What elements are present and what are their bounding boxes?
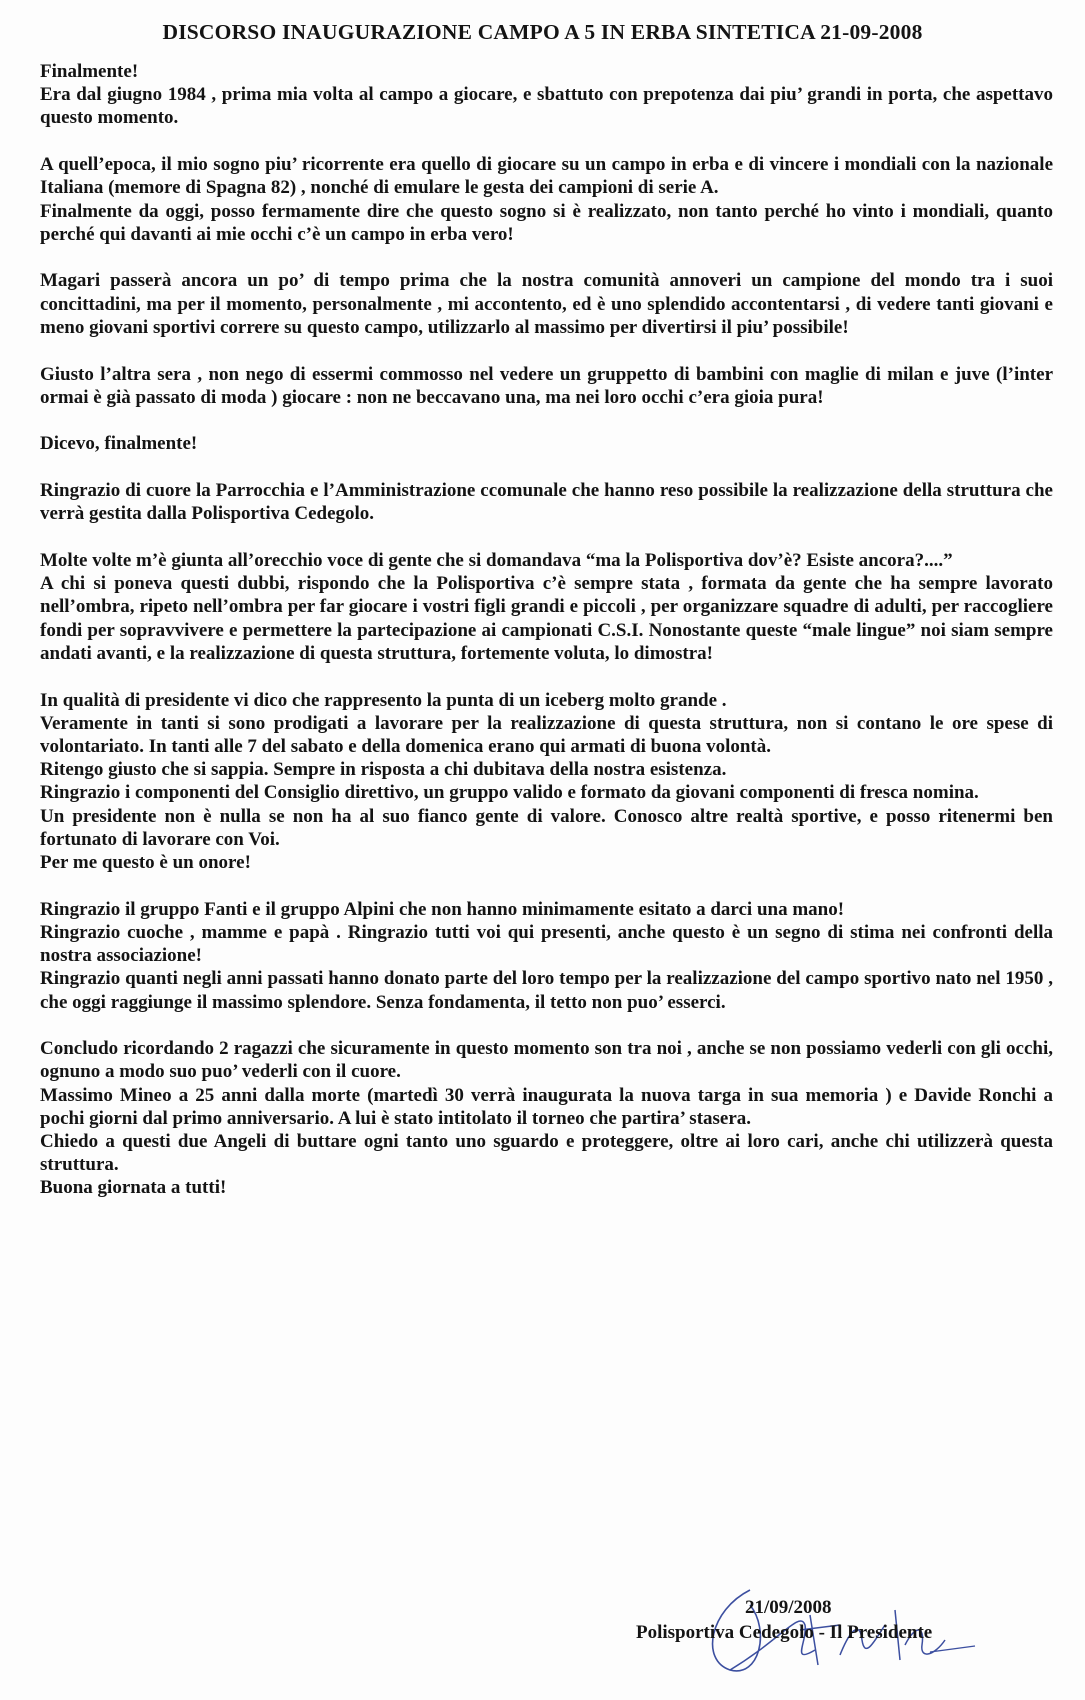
text-line: Finalmente da oggi, posso fermamente dire che questo sogno si è realizzato, non tanto perché ho vinto i mondiali, quanto perché qui davanti ai mie occhi c’è un campo in erba vero! bbox=[40, 200, 1053, 245]
text-line: A quell’epoca, il mio sogno piu’ ricorrente era quello di giocare su un campo in erba e di vincere i mondiali con la nazionale Italiana (memore di Spagna 82) , nonché di emulare le gesta dei campioni di serie A. bbox=[40, 154, 1053, 199]
text-line: Ritengo giusto che si sappia. Sempre in risposta a chi dubitava della nostra esistenza. bbox=[40, 759, 727, 781]
text-line: Dicevo, finalmente! bbox=[40, 433, 198, 455]
text-line: Ringrazio cuoche , mamme e papà . Ringrazio tutti voi qui presenti, anche questo è un segno di stima nei confronti della nostra associazione! bbox=[40, 921, 1053, 967]
text-line: Massimo Mineo a 25 anni dalla morte (martedì 30 verrà inaugurata la nuova targa in sua memoria ) e Davide Ronchi a pochi giorni dal primo anniversario. A lui è stato intitolato il torneo che partira’ stasera. bbox=[40, 1084, 1053, 1129]
paragraph bbox=[40, 432, 1053, 455]
document-body bbox=[40, 60, 1053, 1223]
paragraph bbox=[40, 689, 1053, 875]
text-line: Magari passerà ancora un po’ di tempo prima che la nostra comunità annoveri un campione del mondo tra i suoi concittadini, ma per il momento, personalmente , mi accontento, ed è uno splendido accontentarsi , di vedere tanti giovani e meno giovani sportivi correre su questo campo, utilizzarlo al massimo per divertirsi il piu’ possibile! bbox=[40, 270, 1053, 338]
text-line: Buona giornata a tutti! bbox=[40, 1177, 227, 1199]
signature-date: 21/09/2008 bbox=[745, 1597, 832, 1618]
paragraph bbox=[40, 269, 1053, 339]
paragraph bbox=[40, 153, 1053, 246]
signature-organization: Polisportiva Cedegolo - Il Presidente bbox=[636, 1622, 933, 1643]
paragraph bbox=[40, 60, 1053, 130]
text-line: Finalmente! bbox=[40, 61, 139, 82]
text-line: Ringrazio i componenti del Consiglio direttivo, un gruppo valido e formato da giovani componenti di fresca nomina. bbox=[40, 782, 979, 804]
text-line: Per me questo è un onore! bbox=[40, 851, 251, 873]
text-line: Ringrazio quanti negli anni passati hanno donato parte del loro tempo per la realizzazione del campo sportivo nato nel 1950 , che oggi raggiunge il massimo splendore. Senza fondamenta, il tetto non puo’ esserci. bbox=[40, 968, 1053, 1013]
text-line: Molte volte m’è giunta all’orecchio voce di gente che si domandava “ma la Polisportiva dov’è? Esiste ancora?....” bbox=[40, 550, 953, 572]
text-line: Un presidente non è nulla se non ha al suo fianco gente di valore. Conosco altre realtà sportive, e posso ritenermi ben fortunato di lavorare con Voi. bbox=[40, 805, 1053, 850]
paragraph bbox=[40, 898, 1053, 1014]
text-line: Era dal giugno 1984 , prima mia volta al campo a giocare, e sbattuto con prepotenza dai piu’ grandi in porta, che aspettavo questo momento. bbox=[40, 84, 1053, 129]
text-line: Veramente in tanti si sono prodigati a lavorare per la realizzazione di questa struttura, non si contano le ore spese di volontariato. In tanti alle 7 del sabato e della domenica erano qui armati di buona volontà. bbox=[40, 712, 1053, 757]
paragraph bbox=[40, 363, 1053, 409]
text-line: A chi si poneva questi dubbi, rispondo che la Polisportiva c’è sempre stata , formata da gente che ha sempre lavorato nell’ombra, ripeto nell’ombra per far giocare i vostri figli grandi e piccoli , per organizzare squadre di adulti, per raccogliere fondi per sopravvivere e permettere la partecipazione ai campionati C.S.I. Nonostante queste “male lingue” noi siam sempre andati avanti, e la realizzazione di questa struttura, fortemente voluta, lo dimostra! bbox=[40, 573, 1053, 664]
text-line: Concludo ricordando 2 ragazzi che sicuramente in questo momento son tra noi , anche se non possiamo vederli con gli occhi, ognuno a modo suo puo’ vederli con il cuore. bbox=[40, 1038, 1053, 1083]
paragraph bbox=[40, 479, 1053, 525]
text-line: Ringrazio di cuore la Parrocchia e l’Amministrazione ccomunale che hanno reso possibile la realizzazione della struttura che verrà gestita dalla Polisportiva Cedegolo. bbox=[40, 480, 1053, 525]
paragraph bbox=[40, 549, 1053, 665]
paragraph bbox=[40, 1037, 1053, 1199]
text-line: Chiedo a questi due Angeli di buttare ogni tanto uno sguardo e proteggere, oltre ai loro cari, anche chi utilizzerà questa struttura. bbox=[40, 1131, 1053, 1176]
text-line: Giusto l’altra sera , non nego di essermi commosso nel vedere un gruppetto di bambini con maglie di milan e juve (l’inter ormai è già passato di moda ) giocare : non ne beccavano una, ma nei loro occhi c’era gioia pura! bbox=[40, 363, 1053, 408]
text-line: Ringrazio il gruppo Fanti e il gruppo Alpini che non hanno minimamente esitato a darci una mano! bbox=[40, 898, 845, 920]
text-line: In qualità di presidente vi dico che rappresento la punta di un iceberg molto grande . bbox=[40, 689, 727, 711]
document-title: DISCORSO INAUGURAZIONE CAMPO A 5 IN ERBA SINTETICA 21-09-2008 bbox=[162, 20, 923, 44]
